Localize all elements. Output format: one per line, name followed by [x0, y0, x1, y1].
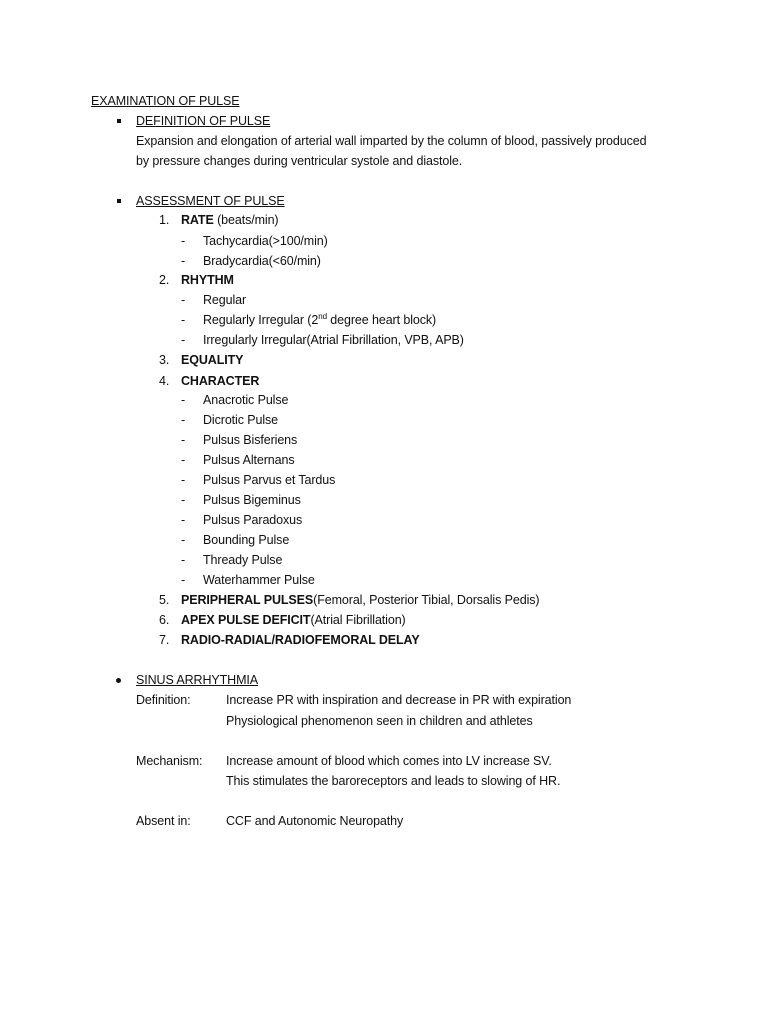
assessment-heading: ASSESSMENT OF PULSE [136, 194, 285, 208]
dash-bullet: - [181, 513, 186, 527]
rate-item [181, 212, 279, 228]
definition-text-line-2: by pressure changes during ventricular systole and diastole. [136, 154, 463, 168]
list-item: Bounding Pulse [203, 533, 290, 547]
list-item: Bradycardia(<60/min) [203, 254, 321, 268]
apex-detail: (Atrial Fibrillation) [310, 613, 406, 627]
sinus-absent-label: Absent in: [136, 814, 191, 828]
list-item [203, 312, 436, 328]
peripheral-label: PERIPHERAL PULSES [181, 593, 314, 607]
dash-bullet: - [181, 313, 186, 327]
peripheral-detail: (Femoral, Posterior Tibial, Dorsalis Pedis) [313, 593, 540, 607]
list-item: Regular [203, 293, 247, 307]
list-number: 1. [159, 213, 170, 227]
character-label: CHARACTER [181, 374, 260, 388]
sinus-definition-label: Definition: [136, 693, 191, 707]
list-item: Pulsus Bisferiens [203, 433, 298, 447]
list-item: Thready Pulse [203, 553, 283, 567]
sinus-mechanism-line-1: Increase amount of blood which comes into LV increase SV. [226, 754, 552, 768]
peripheral-item [181, 592, 539, 608]
sinus-heading: SINUS ARRHYTHMIA [136, 673, 259, 687]
rhythm-item2-post: degree heart block) [326, 313, 437, 327]
rhythm-label: RHYTHM [181, 273, 234, 287]
list-item: Pulsus Alternans [203, 453, 295, 467]
sinus-mechanism-label: Mechanism: [136, 754, 203, 768]
apex-label: APEX PULSE DEFICIT [181, 613, 311, 627]
list-number: 5. [159, 593, 170, 607]
list-item: Pulsus Paradoxus [203, 513, 303, 527]
list-item: Pulsus Bigeminus [203, 493, 301, 507]
dash-bullet: - [181, 254, 186, 268]
dash-bullet: - [181, 413, 186, 427]
dash-bullet: - [181, 453, 186, 467]
rate-detail: (beats/min) [213, 213, 279, 227]
sinus-mechanism-line-2: This stimulates the baroreceptors and leads to slowing of HR. [226, 774, 561, 788]
sinus-absent-value: CCF and Autonomic Neuropathy [226, 814, 404, 828]
round-bullet-icon [116, 678, 121, 683]
list-number: 7. [159, 633, 170, 647]
list-item: Dicrotic Pulse [203, 413, 279, 427]
dash-bullet: - [181, 234, 186, 248]
rhythm-item2-pre: Regularly Irregular (2 [203, 313, 319, 327]
sinus-definition-line-1: Increase PR with inspiration and decrease in PR with expiration [226, 693, 572, 707]
radio-label: RADIO-RADIAL/RADIOFEMORAL DELAY [181, 633, 420, 647]
list-item: Waterhammer Pulse [203, 573, 315, 587]
definition-text-line-1: Expansion and elongation of arterial wall imparted by the column of blood, passively produced [136, 134, 647, 148]
apex-item [181, 612, 406, 628]
list-item: Tachycardia(>100/min) [203, 234, 328, 248]
dash-bullet: - [181, 553, 186, 567]
square-bullet-icon [117, 119, 121, 123]
rhythm-item2-sup: nd [318, 312, 327, 321]
dash-bullet: - [181, 433, 186, 447]
dash-bullet: - [181, 393, 186, 407]
list-number: 4. [159, 374, 170, 388]
list-number: 3. [159, 353, 170, 367]
sinus-definition-line-2: Physiological phenomenon seen in children and athletes [226, 714, 533, 728]
list-number: 2. [159, 273, 170, 287]
dash-bullet: - [181, 293, 186, 307]
equality-label: EQUALITY [181, 353, 244, 367]
dash-bullet: - [181, 573, 186, 587]
rate-label: RATE [181, 213, 214, 227]
list-item: Irregularly Irregular(Atrial Fibrillation, VPB, APB) [203, 333, 464, 347]
dash-bullet: - [181, 473, 186, 487]
list-item: Pulsus Parvus et Tardus [203, 473, 336, 487]
dash-bullet: - [181, 493, 186, 507]
square-bullet-icon [117, 199, 121, 203]
definition-heading: DEFINITION OF PULSE [136, 114, 271, 128]
dash-bullet: - [181, 533, 186, 547]
list-item: Anacrotic Pulse [203, 393, 289, 407]
document-title: EXAMINATION OF PULSE [91, 94, 240, 108]
list-number: 6. [159, 613, 170, 627]
dash-bullet: - [181, 333, 186, 347]
